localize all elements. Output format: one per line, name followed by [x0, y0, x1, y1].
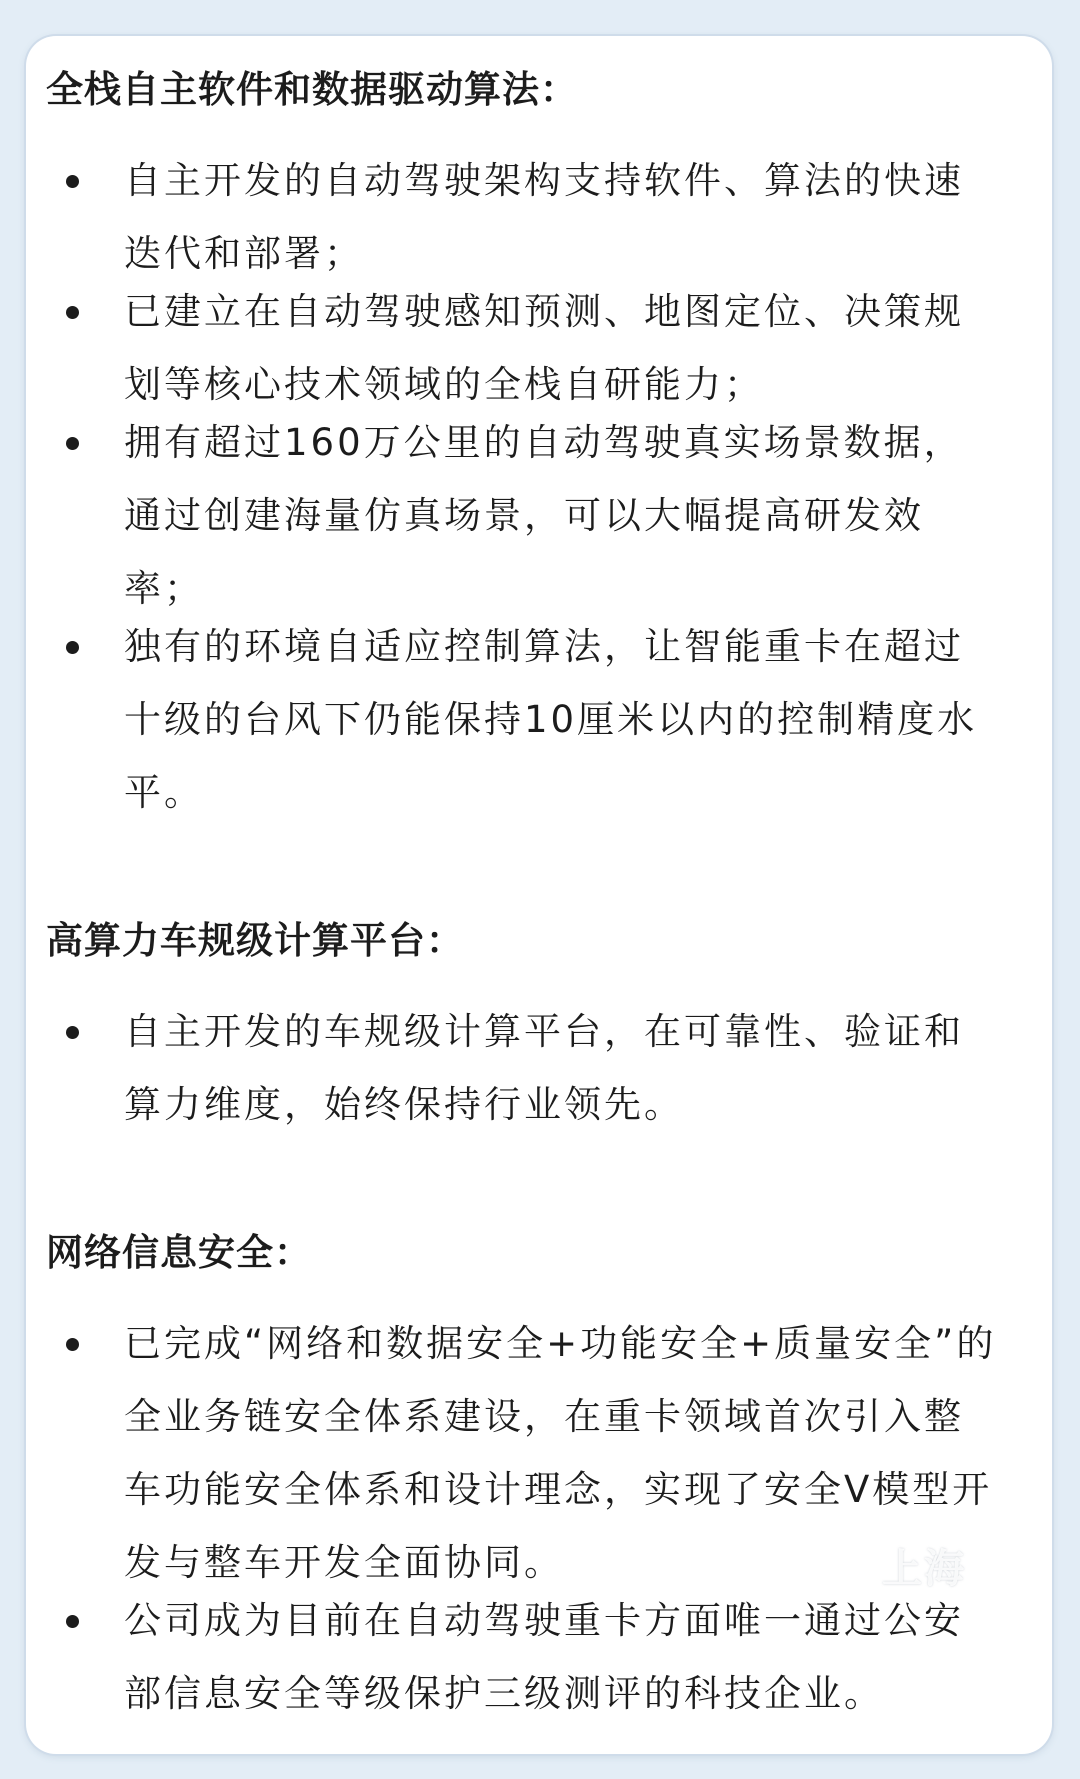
- list-item-text: 自主开发的自动驾驶架构支持软件、算法的快速迭代和部署；: [124, 159, 964, 275]
- list-item-text: 已完成“网络和数据安全+功能安全+质量安全”的全业务链安全体系建设，在重卡领域首次引入整车功能安全体系和设计理念，实现了安全V模型开发与整车开发全面协同。: [124, 1322, 997, 1584]
- bullet-icon: [66, 306, 79, 319]
- list-item: [46, 1584, 1002, 1730]
- section-software-algorithms: [46, 70, 1002, 829]
- list-item-text: 公司成为目前在自动驾驶重卡方面唯一通过公安部信息安全等级保护三级测评的科技企业。: [124, 1599, 964, 1715]
- bullet-icon: [66, 175, 79, 188]
- section-computing-platform: [46, 921, 1002, 1141]
- section-network-security: [46, 1233, 1002, 1730]
- list-item-text: 已建立在自动驾驶感知预测、地图定位、决策规划等核心技术领域的全栈自研能力；: [124, 290, 964, 406]
- watermark-logo: 上海: [882, 1546, 966, 1592]
- bullet-list: [46, 995, 1002, 1141]
- list-item-text: 拥有超过160万公里的自动驾驶真实场景数据，通过创建海量仿真场景，可以大幅提高研发效率；: [124, 421, 964, 610]
- list-item: [46, 1307, 1002, 1599]
- list-item: [46, 144, 1002, 290]
- bullet-icon: [66, 1026, 79, 1039]
- bullet-icon: [66, 437, 79, 450]
- bullet-list: [46, 144, 1002, 829]
- bullet-icon: [66, 641, 79, 654]
- list-item-text: 自主开发的车规级计算平台，在可靠性、验证和算力维度，始终保持行业领先。: [124, 1010, 964, 1126]
- bullet-icon: [66, 1338, 79, 1351]
- list-item-text: 独有的环境自适应控制算法，让智能重卡在超过十级的台风下仍能保持10厘米以内的控制精度水平。: [124, 625, 978, 814]
- section-title: 网络信息安全：: [46, 1231, 312, 1274]
- bullet-list: [46, 1307, 1002, 1730]
- section-title: 全栈自主软件和数据驱动算法：: [46, 68, 578, 111]
- content-card: [26, 36, 1052, 1754]
- list-item: [46, 610, 1002, 829]
- bullet-icon: [66, 1615, 79, 1628]
- list-item: [46, 406, 1002, 625]
- list-item: [46, 275, 1002, 421]
- section-title: 高算力车规级计算平台：: [46, 919, 464, 962]
- list-item: [46, 995, 1002, 1141]
